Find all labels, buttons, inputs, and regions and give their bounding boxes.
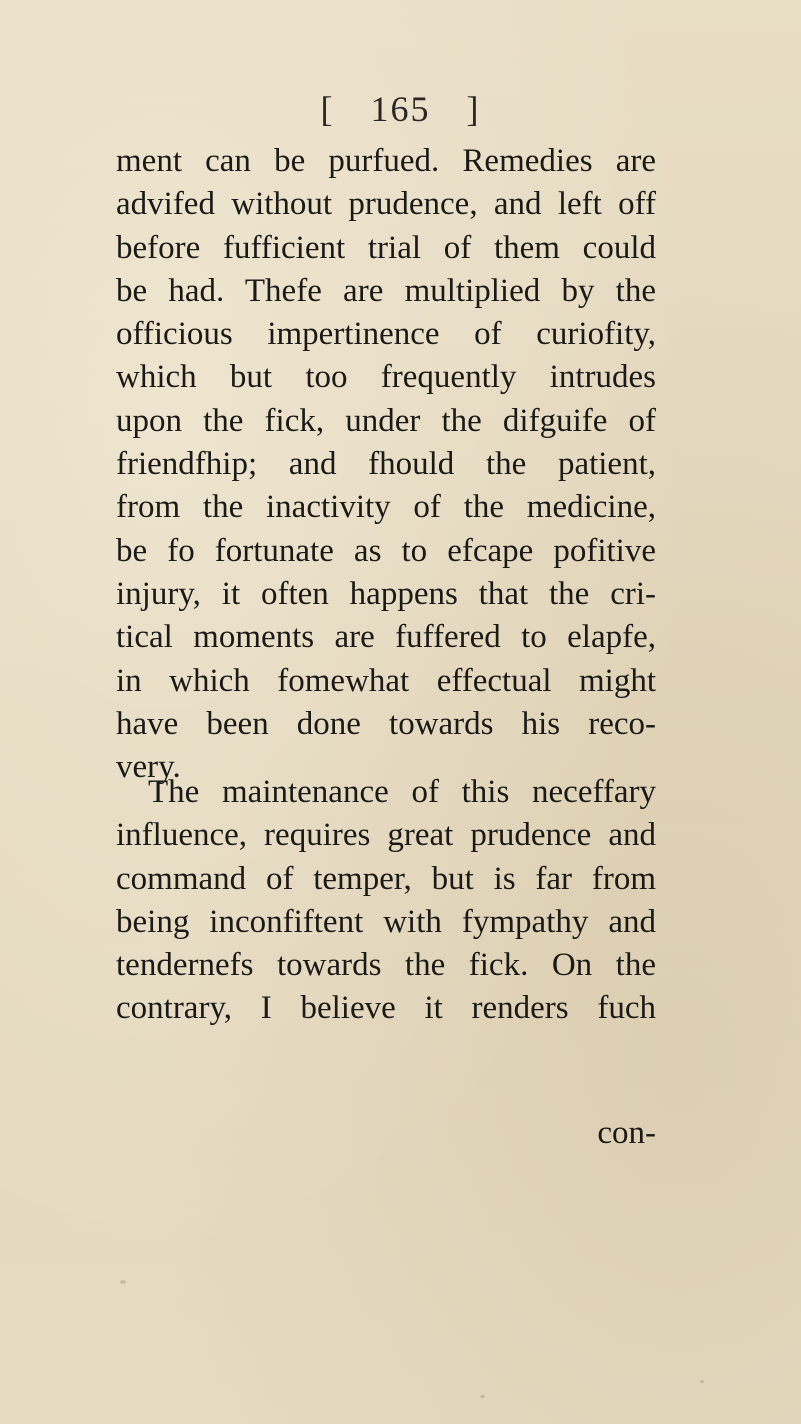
catchword: con- [597, 1115, 656, 1151]
text-line: in which fomewhat effectual might [116, 662, 656, 699]
text-line: influence, requires great prudence and [116, 817, 656, 854]
text-line: injury, it often happens that the cri- [116, 575, 656, 612]
text-line: which but too frequently intrudes [116, 359, 656, 396]
paper-speck [480, 1395, 485, 1398]
text-line: from the inactivity of the medicine, [116, 489, 656, 526]
text-line: be had. Thefe are multiplied by the [116, 272, 656, 309]
paragraph-2 [116, 771, 656, 1031]
paper-speck [700, 1380, 704, 1383]
text-line: ment can be purfued. Remedies are [116, 143, 656, 179]
text-line: tendernefs towards the fick. On the [116, 947, 656, 984]
header-bracket-close: ] [466, 89, 481, 129]
header-bracket-open: [ [320, 89, 335, 129]
paragraph-1 [116, 140, 656, 789]
page-header [0, 88, 801, 130]
page-number: 165 [370, 89, 431, 129]
text-line: friendfhip; and fhould the patient, [116, 446, 656, 483]
text-line: being inconfiftent with fympathy and [116, 903, 656, 940]
text-line: tical moments are fuffered to elapfe, [116, 619, 656, 656]
text-line: upon the fick, under the difguife of [116, 402, 656, 439]
text-line: advifed without prudence, and left off [116, 186, 656, 223]
text-line: officious impertinence of curiofity, [116, 316, 656, 353]
text-line: have been done towards his reco- [116, 705, 656, 742]
text-line: contrary, I believe it renders fuch [116, 990, 656, 1027]
text-line: be fo fortunate as to efcape pofitive [116, 532, 656, 569]
text-line: before fufficient trial of them could [116, 229, 656, 266]
text-line: The maintenance of this neceffary [148, 774, 656, 810]
text-line: very. [116, 749, 181, 786]
paper-speck [120, 1280, 126, 1284]
text-line: command of temper, but is far from [116, 860, 656, 897]
